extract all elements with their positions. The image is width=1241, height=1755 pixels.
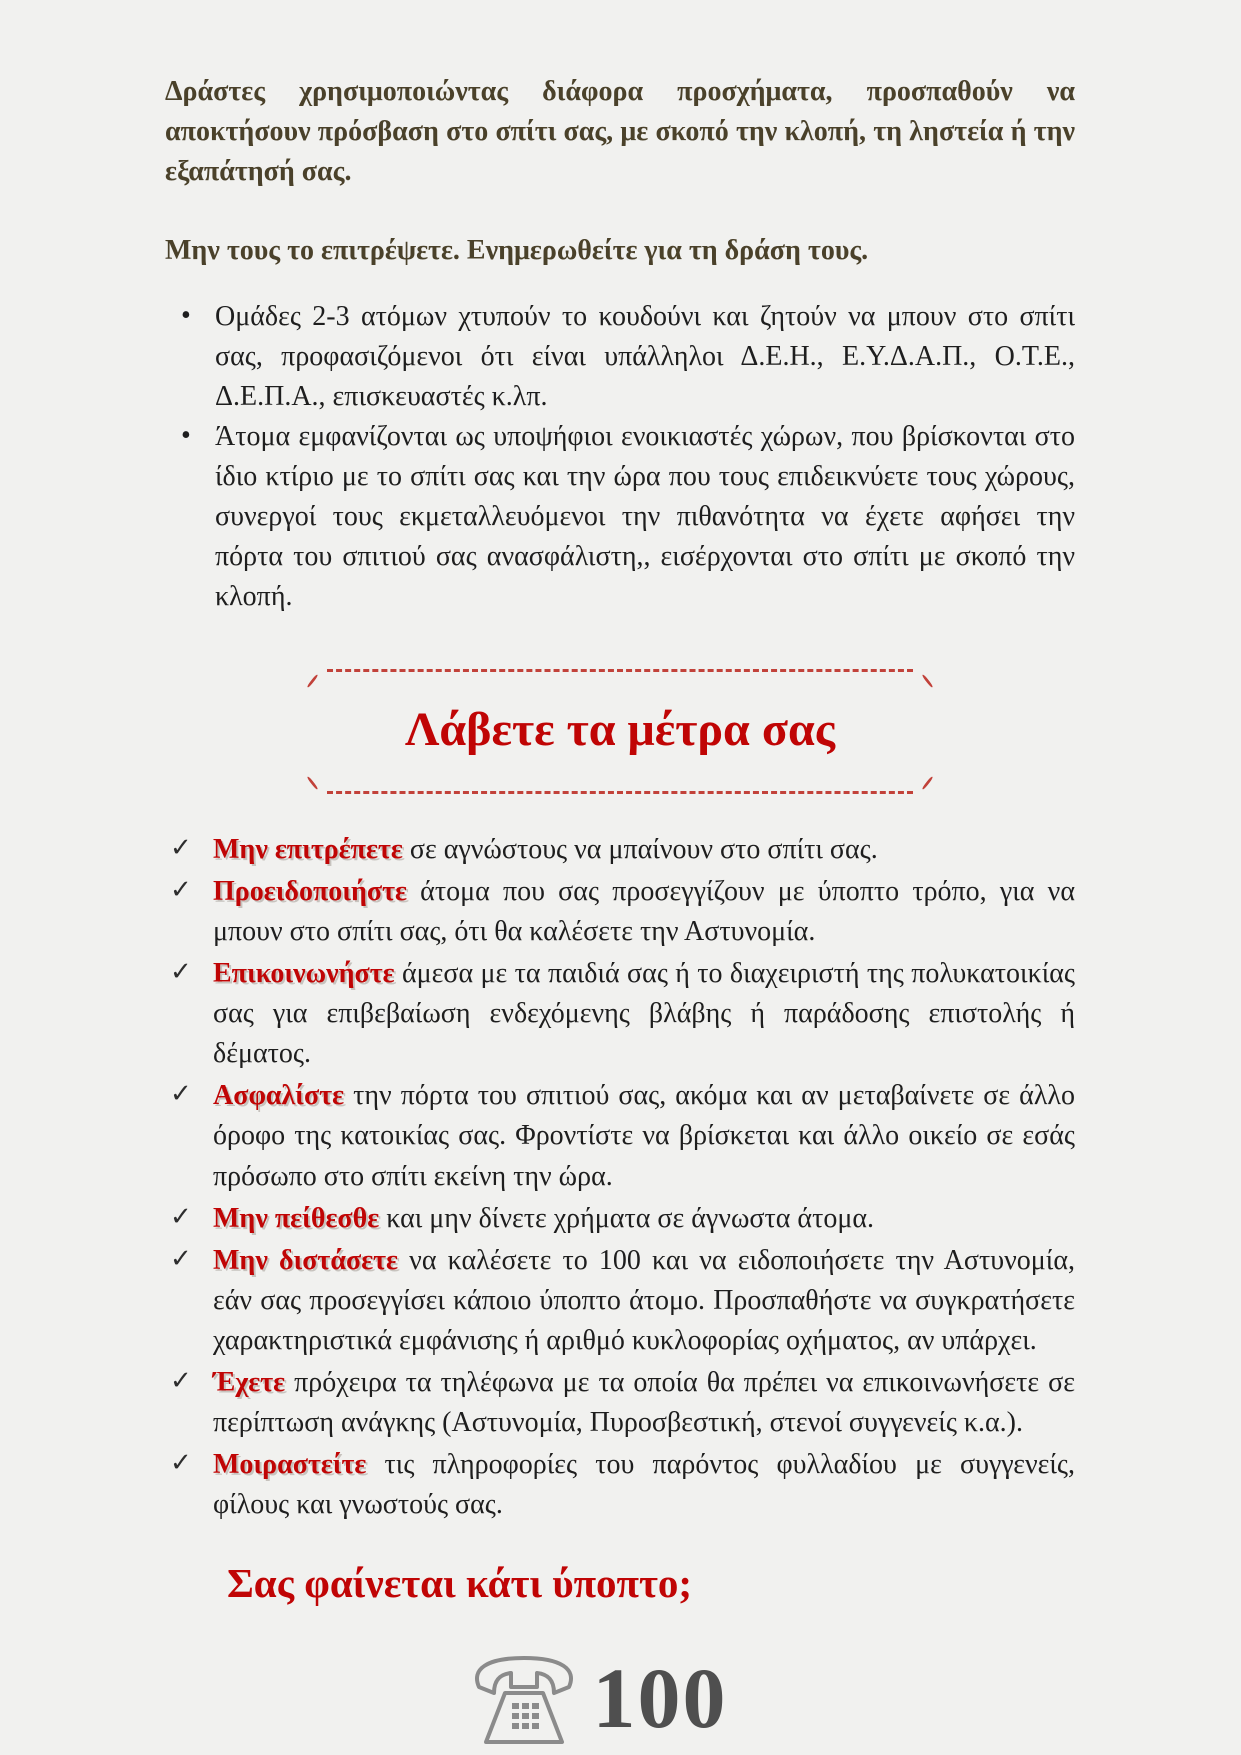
checklist-text: να καλέσετε το 100 και να ειδοποιήσετε την Αστυνομία, εάν σας προσεγγίσει κάποιο ύποπτο άτομο. Προσπαθήστε να συγκρατήσετε χαρακτηριστικά εμφάνισης ή αριθμό κυκλοφορίας οχήματος, αν υπάρχει.	[213, 1244, 1075, 1356]
checkmark-icon: ✓	[170, 1243, 192, 1274]
checklist-item	[165, 1241, 1075, 1361]
checklist-keyword: Προειδοποιήστε	[213, 876, 421, 908]
dashed-border-top	[327, 669, 913, 672]
checklist-keyword: Μην πείθεσθε	[213, 1202, 387, 1234]
checkmark-icon: ✓	[170, 1079, 192, 1110]
checklist-keyword: Ασφαλίστε	[213, 1080, 354, 1112]
checklist-text: πρόχειρα τα τηλέφωνα με τα οποία θα πρέπει να επικοινωνήσετε σε περίπτωση ανάγκης (Αστυνομία, Πυροσβεστική, στενοί συγγενείς κ.α.).	[213, 1366, 1075, 1438]
checklist-item	[165, 1363, 1075, 1443]
checklist-keyword: Έχετε	[213, 1366, 295, 1398]
dashed-border-bottom	[327, 791, 913, 794]
phone-number: 100	[592, 1649, 728, 1746]
measures-title: Λάβετε τα μέτρα σας	[404, 703, 835, 757]
checklist-text: άμεσα με τα παιδιά σας ή το διαχειριστή της πολυκατοικίας σας για επιβεβαίωση ενδεχόμενης βλάβης ή παράδοσης επιστολής ή δέματος.	[213, 958, 1075, 1070]
checklist-keyword: Μην διστάσετε	[213, 1244, 410, 1276]
checklist-item	[165, 1445, 1075, 1525]
bullet-text: Ομάδες 2-3 ατόμων χτυπούν το κουδούνι και ζητούν να μπουν στο σπίτι σας, προφασιζόμενοι ότι είναι υπάλληλοι Δ.Ε.Η., Ε.Υ.Δ.Α.Π., Ο.Τ.Ε., Δ.Ε.Π.Α., επισκευαστές κ.λπ.	[215, 301, 1075, 413]
checklist-item	[165, 954, 1075, 1074]
safety-checklist	[165, 830, 1075, 1525]
checklist-keyword: Μην επιτρέπετε	[213, 834, 410, 866]
checkmark-icon: ✓	[170, 1201, 192, 1232]
measures-box	[300, 669, 940, 794]
checklist-text: άτομα που σας προσεγγίζουν με ύποπτο τρόπο, για να μπουν στο σπίτι σας, ότι θα καλέσετε την Αστυνομία.	[213, 876, 1075, 948]
checkmark-icon: ✓	[170, 1447, 192, 1478]
checklist-text: την πόρτα του σπιτιού σας, ακόμα και αν μεταβαίνετε σε άλλο όροφο της κατοικίας σας. Φροντίστε να βρίσκεται και άλλο οικείο σε εσάς πρόσωπο στο σπίτι εκείνη την ώρα.	[213, 1080, 1076, 1192]
checklist-text: τις πληροφορίες του παρόντος φυλλαδίου με συγγενείς, φίλους και γνωστούς σας.	[213, 1448, 1076, 1520]
checkmark-icon: ✓	[170, 875, 192, 906]
checklist-text: και μην δίνετε χρήματα σε άγνωστα άτομα.	[386, 1202, 875, 1234]
intro-warning: Μην τους το επιτρέψετε. Ενημερωθείτε για τη δράση τους.	[165, 235, 869, 267]
suspicious-question-heading: Σας φαίνεται κάτι ύποπτο;	[227, 1559, 693, 1606]
checkmark-icon: ✓	[170, 957, 192, 988]
bullet-text: Άτομα εμφανίζονται ως υποψήφιοι ενοικιαστές χώρων, που βρίσκονται στο ίδιο κτίριο με το σπίτι σας και την ώρα που τους επιδεικνύετε τους χώρους, συνεργοί τους εκμεταλλευόμενοι την πιθανότητα να έχετε αφήσει την πόρτα του σπιτιού σας ανασφάλιστη,, εισέρχονται στο σπίτι με σκοπό την κλοπή.	[215, 421, 1075, 613]
telephone-icon	[463, 1647, 585, 1749]
checklist-keyword: Επικοινωνήστε	[213, 958, 402, 990]
intro-paragraph: Δράστες χρησιμοποιώντας διάφορα προσχήματα, προσπαθούν να αποκτήσουν πρόσβαση στο σπίτι σας, με σκοπό την κλοπή, τη ληστεία ή την εξαπάτησή σας.	[165, 76, 1075, 187]
checkmark-icon: ✓	[170, 1365, 192, 1396]
checklist-item	[165, 1076, 1075, 1196]
intro-section	[165, 72, 1075, 271]
checklist-item	[165, 1199, 1075, 1239]
bullet-icon: •	[181, 300, 191, 331]
checklist-item	[165, 872, 1075, 952]
list-item	[165, 297, 1075, 417]
modus-operandi-list	[165, 297, 1075, 617]
checklist-keyword: Μοιραστείτε	[213, 1448, 385, 1480]
emergency-phone	[140, 1647, 1050, 1749]
list-item	[165, 417, 1075, 617]
checklist-text: σε αγνώστους να μπαίνουν στο σπίτι σας.	[409, 834, 878, 866]
checkmark-icon: ✓	[170, 833, 192, 864]
bullet-icon: •	[181, 420, 191, 452]
checklist-item	[165, 830, 1075, 870]
